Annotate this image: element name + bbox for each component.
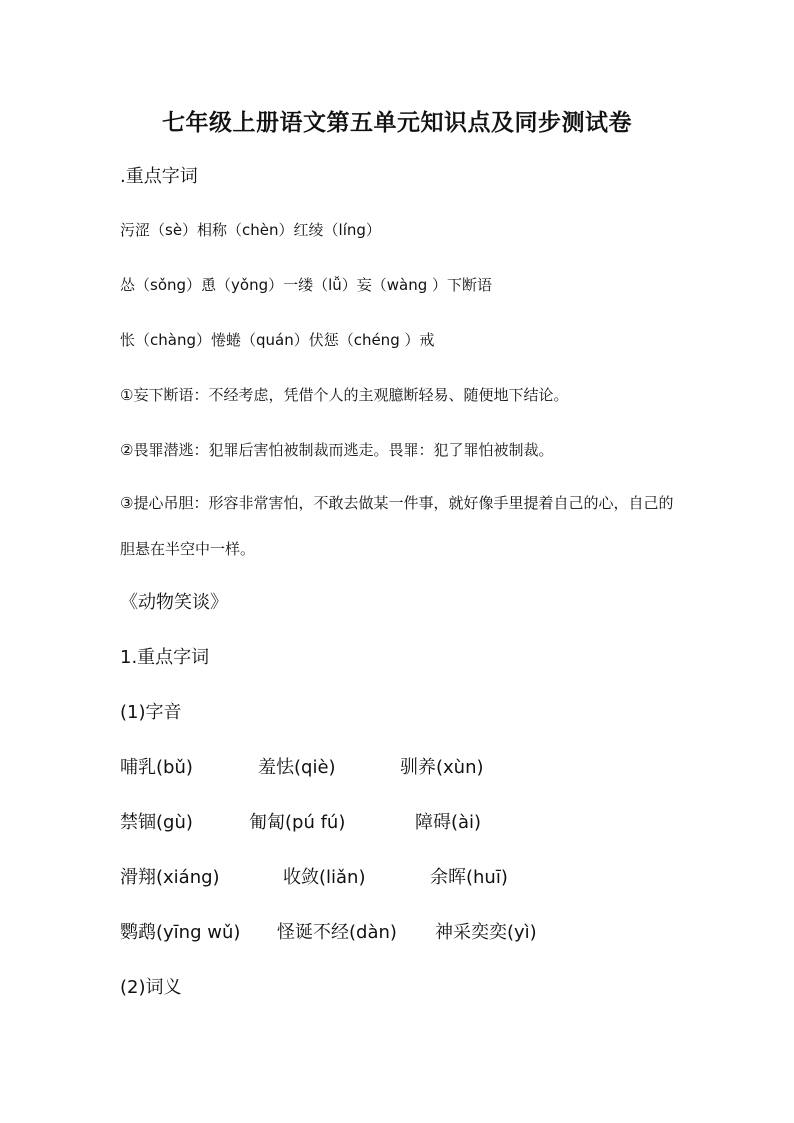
section-heading-key-words-2: 1.重点字词 <box>120 647 210 668</box>
definition-2: ②畏罪潜逃：犯罪后害怕被制裁而逃走。畏罪：犯了罪怕被制裁。 <box>120 441 554 459</box>
word-cell: 余晖(huī) <box>430 867 508 888</box>
pinyin-line-1: 污涩（sè）相称（chèn）红绫（líng） <box>120 221 381 239</box>
word-cell: 鹦鹉(yīng wǔ) <box>120 922 241 943</box>
sub-heading-sound: (1)字音 <box>120 702 182 723</box>
word-cell: 哺乳(bǔ) <box>120 757 193 778</box>
word-cell: 怪诞不经(dàn) <box>277 922 397 943</box>
book-title: 《动物笑谈》 <box>120 592 228 613</box>
word-cell: 羞怯(qiè) <box>258 757 336 778</box>
pinyin-line-3: 怅（chàng）惓蜷（quán）伏惩（chéng ）戒 <box>120 331 435 349</box>
sub-heading-meaning: (2)词义 <box>120 977 182 998</box>
word-cell: 收敛(liǎn) <box>283 867 366 888</box>
word-cell: 障碍(ài) <box>415 812 482 833</box>
definition-1: ①妄下断语：不经考虑，凭借个人的主观臆断轻易、随便地下结论。 <box>120 386 569 404</box>
word-cell: 滑翔(xiáng) <box>120 867 220 888</box>
word-cell: 神采奕奕(yì) <box>435 922 537 943</box>
section-heading-key-words: .重点字词 <box>120 166 198 187</box>
page-title: 七年级上册语文第五单元知识点及同步测试卷 <box>162 110 632 136</box>
word-cell: 禁锢(gù) <box>120 812 193 833</box>
pinyin-line-2: 怂（sǒng）恿（yǒng）一缕（lǚ）妄（wàng ）下断语 <box>120 276 493 294</box>
word-cell: 匍匐(pú fú) <box>249 812 346 833</box>
definition-3: ③提心吊胆：形容非常害怕，不敢去做某一件事，就好像手里提着自己的心，自己的胆悬在半空中一样。 <box>120 494 674 558</box>
word-cell: 驯养(xùn) <box>400 757 484 778</box>
